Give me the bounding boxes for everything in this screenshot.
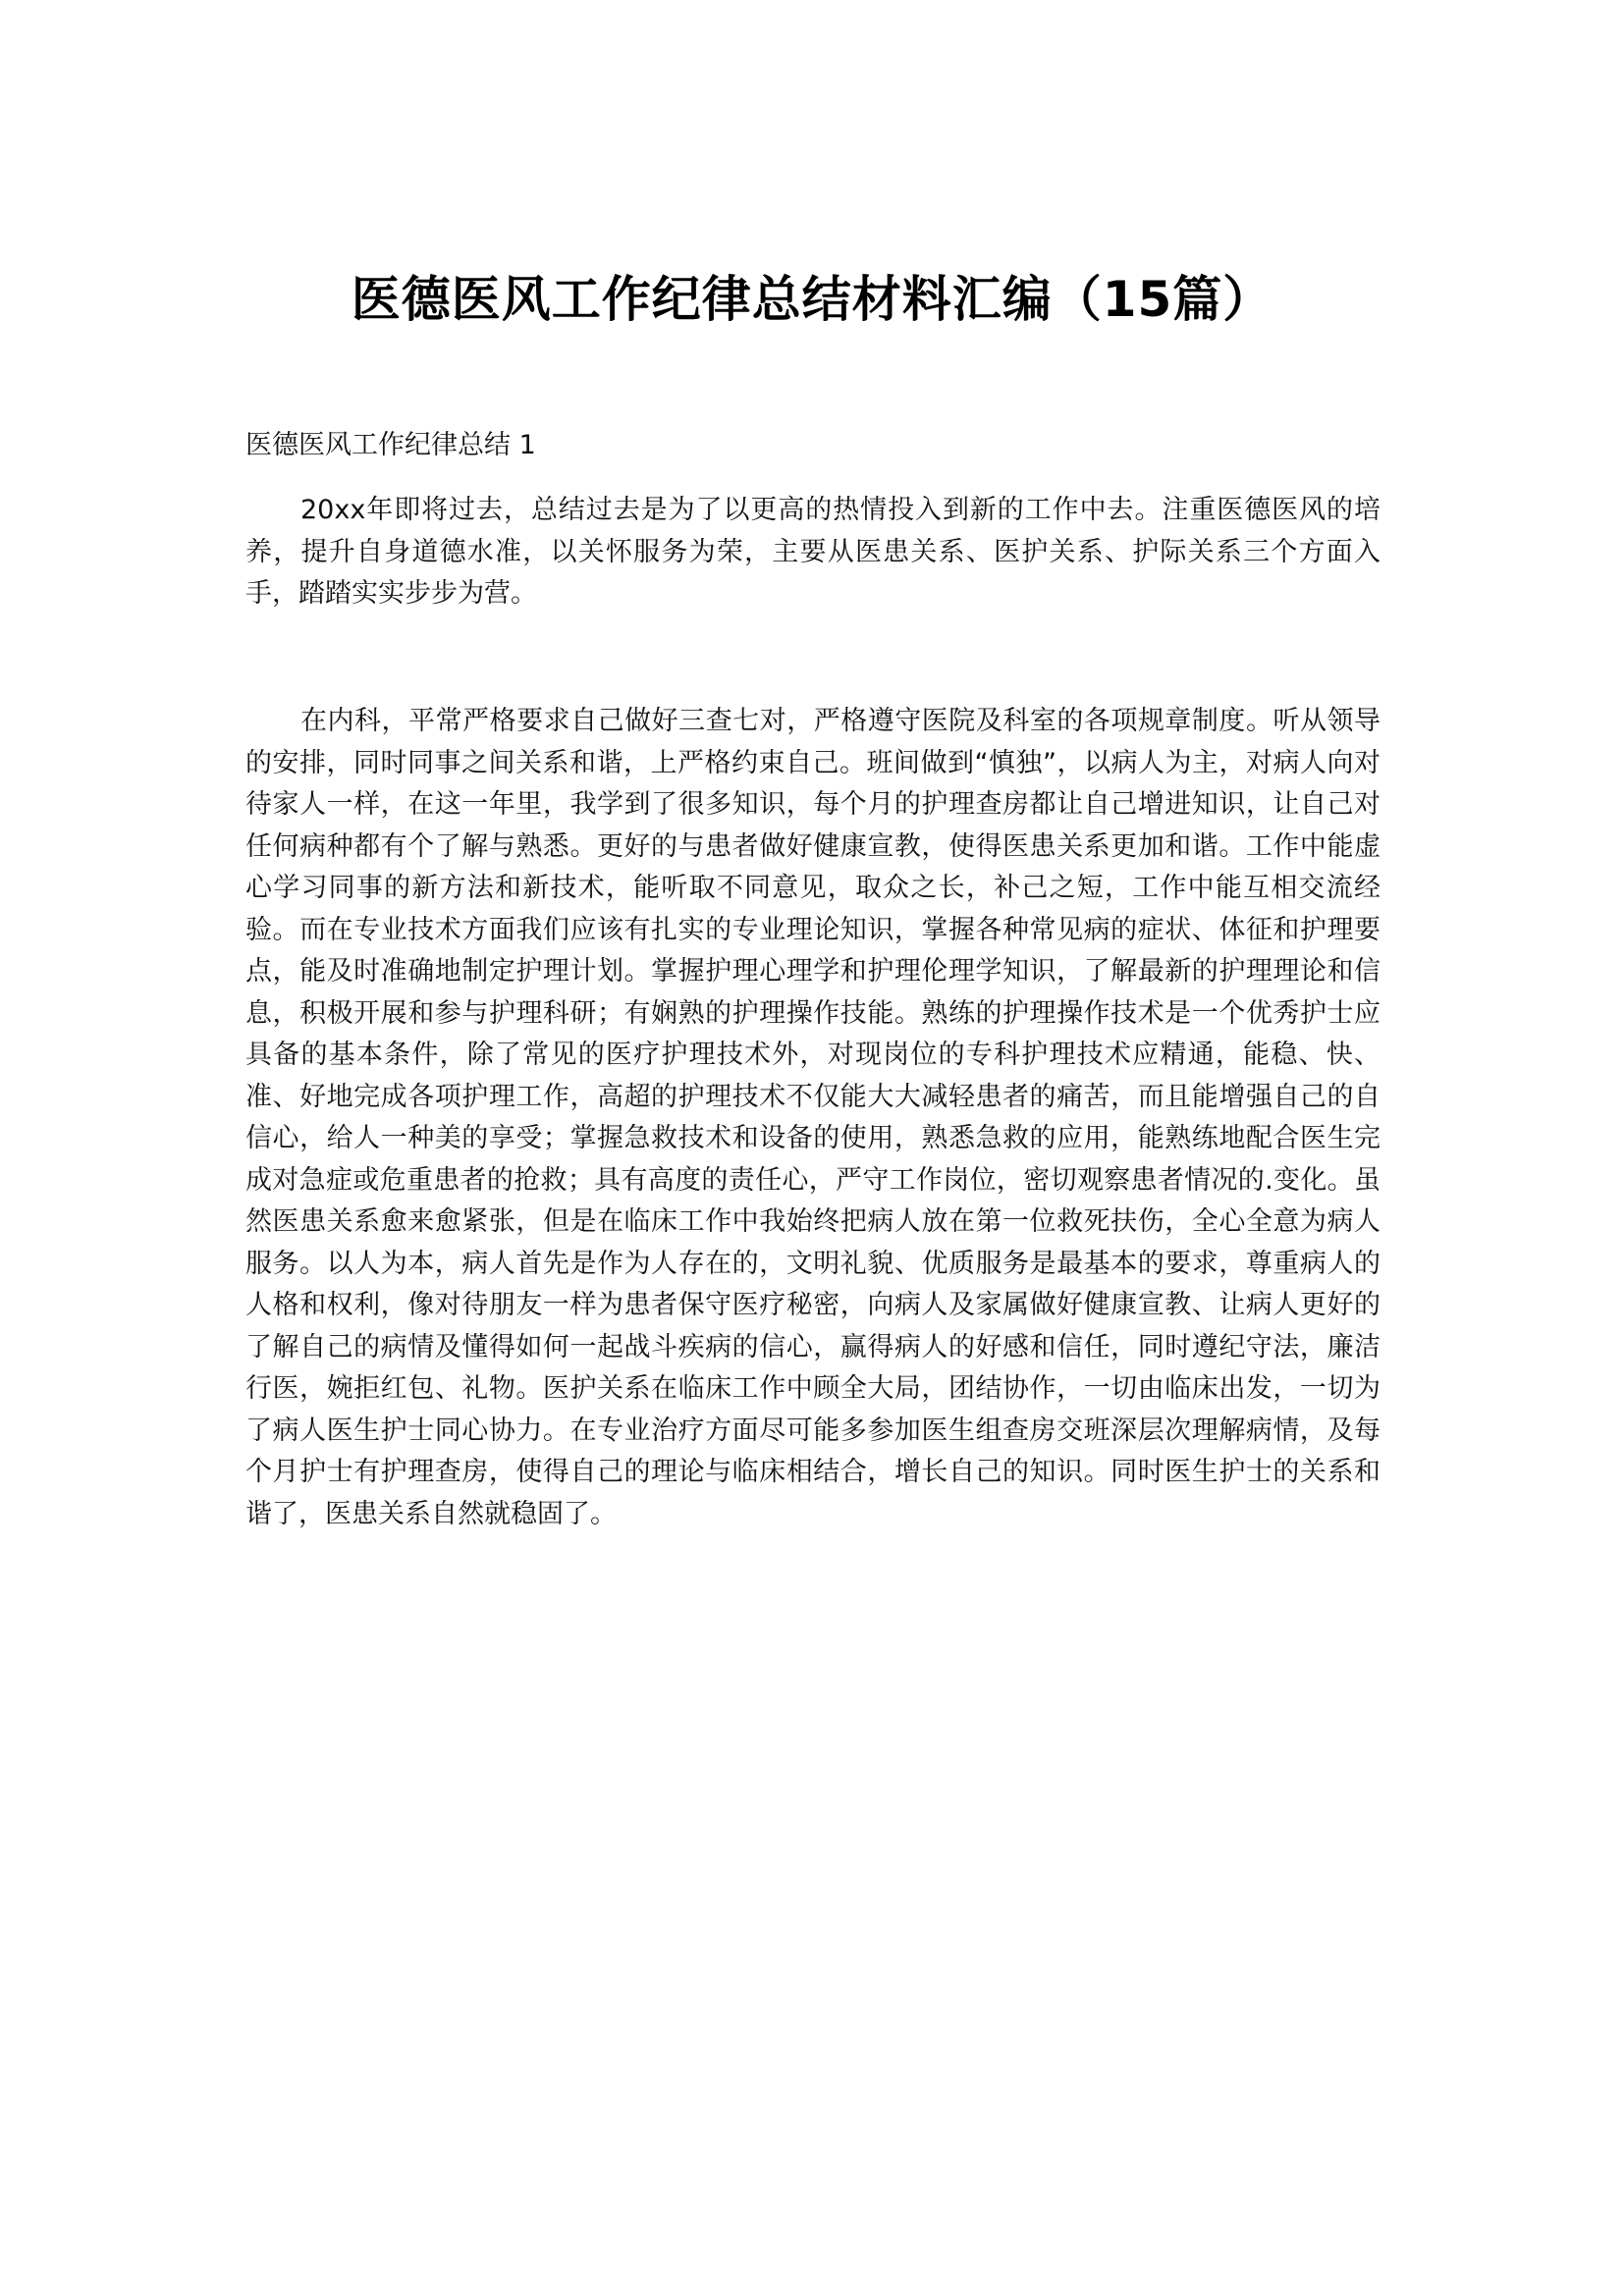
body-paragraph-main: 在内科，平常严格要求自己做好三查七对，严格遵守医院及科室的各项规章制度。听从领导的安排，同时同事之间关系和谐，上严格约束自己。班间做到“慎独”，以病人为主，对病人向对待家人一样，在这一年里，我学到了很多知识，每个月的护理查房都让自己增进知识，让自己对任何病种都有个了解与熟悉。更好的与患者做好健康宣教，使得医患关系更加和谐。工作中能虚心学习同事的新方法和新技术，能听取不同意见，取众之长，补己之短，工作中能互相交流经验。而在专业技术方面我们应该有扎实的专业理论知识，掌握各种常见病的症状、体征和护理要点，能及时准确地制定护理计划。掌握护理心理学和护理伦理学知识，了解最新的护理理论和信息，积极开展和参与护理科研；有娴熟的护理操作技能。熟练的护理操作技术是一个优秀护士应具备的基本条件，除了常见的医疗护理技术外，对现岗位的专科护理技术应精通，能稳、快、准、好地完成各项护理工作，高超的护理技术不仅能大大减轻患者的痛苦，而且能增强自己的自信心，给人一种美的享受；掌握急救技术和设备的使用，熟悉急救的应用，能熟练地配合医生完成对急症或危重患者的抢救；具有高度的责任心，严守工作岗位，密切观察患者情况的.变化。虽然医患关系愈来愈紧张，但是在临床工作中我始终把病人放在第一位救死扶伤，全心全意为病人服务。以人为本，病人首先是作为人存在的，文明礼貌、优质服务是最基本的要求，尊重病人的人格和权利，像对待朋友一样为患者保守医疗秘密，向病人及家属做好健康宣教、让病人更好的了解自己的病情及懂得如何一起战斗疾病的信心，赢得病人的好感和信任，同时遵纪守法，廉洁行医，婉拒红包、礼物。医护关系在临床工作中顾全大局，团结协作，一切由临床出发，一切为了病人医生护士同心协力。在专业治疗方面尽可能多参加医生组查房交班深层次理解病情，及每个月护士有护理查房，使得自己的理论与临床相结合，增长自己的知识。同时医生护士的关系和谐了，医患关系自然就稳固了。 [245,706,1380,1529]
document-title: 医德医风工作纪律总结材料汇编（15篇） [351,271,1273,328]
body-paragraph-intro: 20xx年即将过去，总结过去是为了以更高的热情投入到新的工作中去。注重医德医风的培养，提升自身道德水准，以关怀服务为荣，主要从医患关系、医护关系、护际关系三个方面入手，踏踏实实步步为营。 [245,495,1380,609]
section-heading: 医德医风工作纪律总结 1 [245,430,536,460]
